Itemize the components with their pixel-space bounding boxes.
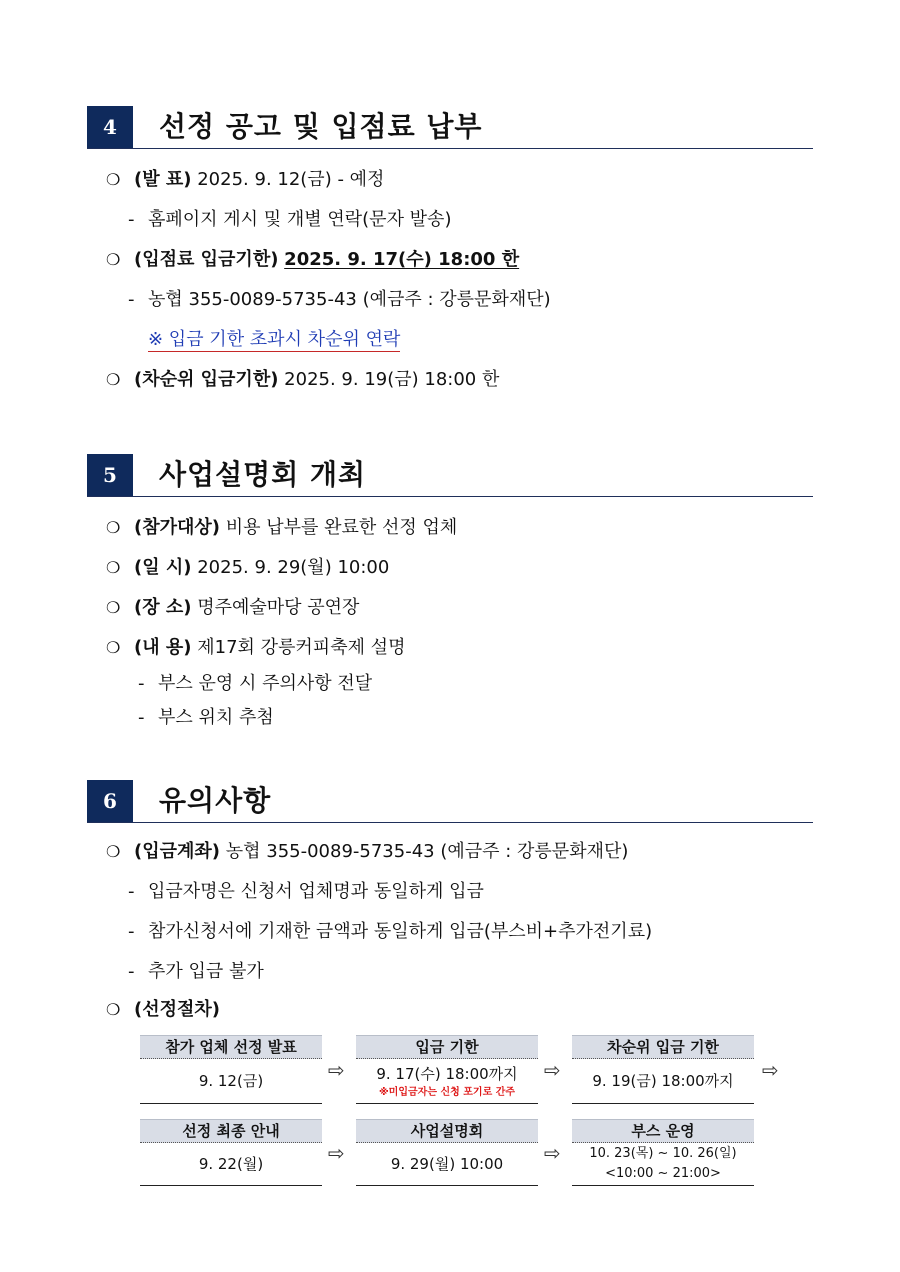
step-briefing-session: 사업설명회 9. 29(월) 10:00 (356, 1119, 538, 1186)
arrow-right-icon: ⇨ (328, 1058, 345, 1082)
sub-item: - 홈페이지 게시 및 개별 연락(문자 발송) (128, 209, 452, 230)
datetime-line: ❍ (일 시) 2025. 9. 29(월) 10:00 (106, 557, 390, 578)
bullet-icon: ❍ (106, 170, 121, 189)
payment-deadline-line: ❍ (입점료 입금기한) 2025. 9. 17(수) 18:00 한 (106, 249, 520, 270)
section-title: 유의사항 (159, 784, 272, 817)
bullet-icon: ❍ (106, 842, 121, 861)
sub-item: - 입금자명은 신청서 업체명과 동일하게 입금 (128, 881, 484, 902)
participants-line: ❍ (참가대상) 비용 납부를 완료한 선정 업체 (106, 517, 458, 538)
arrow-right-icon: ⇨ (328, 1141, 345, 1165)
sub-item: - 추가 입금 불가 (128, 961, 264, 982)
bullet-icon: ❍ (106, 370, 121, 389)
step-waitlist-deadline: 차순위 입금 기한 9. 19(금) 18:00까지 (572, 1035, 754, 1104)
bullet-icon: ❍ (106, 250, 121, 269)
step-final-notice: 선정 최종 안내 9. 22(월) (140, 1119, 322, 1186)
note-line: ※ 입금 기한 초과시 차순위 연락 (148, 329, 401, 350)
sub-item: - 부스 위치 추첨 (138, 707, 274, 728)
sub-item: - 참가신청서에 기재한 금액과 동일하게 입금(부스비+추가전기료) (128, 921, 653, 942)
section-title: 사업설명회 개최 (159, 458, 367, 491)
arrow-right-icon: ⇨ (762, 1058, 779, 1082)
section-number: 6 (87, 780, 133, 822)
section-title: 선정 공고 및 입점료 납부 (159, 110, 483, 143)
announcement-line: ❍ (발 표) 2025. 9. 12(금) - 예정 (106, 169, 385, 190)
procedure-line: ❍ (선정절차) (106, 999, 221, 1020)
arrow-right-icon: ⇨ (544, 1058, 561, 1082)
sub-item: - 부스 운영 시 주의사항 전달 (138, 673, 373, 694)
section-number: 5 (87, 454, 133, 496)
bullet-icon: ❍ (106, 558, 121, 577)
bullet-icon: ❍ (106, 1000, 121, 1019)
step-selection-announcement: 참가 업체 선정 발표 9. 12(금) (140, 1035, 322, 1104)
content-line: ❍ (내 용) 제17회 강릉커피축제 설명 (106, 637, 406, 658)
bullet-icon: ❍ (106, 638, 121, 657)
step-payment-deadline: 입금 기한 9. 17(수) 18:00까지 ※미입금자는 신청 포기로 간주 (356, 1035, 538, 1104)
bullet-icon: ❍ (106, 598, 121, 617)
section-5-header (87, 454, 813, 497)
waitlist-deadline-line: ❍ (차순위 입금기한) 2025. 9. 19(금) 18:00 한 (106, 369, 500, 390)
section-6-header (87, 780, 813, 823)
section-number: 4 (87, 106, 133, 148)
venue-line: ❍ (장 소) 명주예술마당 공연장 (106, 597, 360, 618)
arrow-right-icon: ⇨ (544, 1141, 561, 1165)
bullet-icon: ❍ (106, 518, 121, 537)
account-line: ❍ (입금계좌) 농협 355-0089-5735-43 (예금주 : 강릉문화재단) (106, 841, 629, 862)
step-booth-operation: 부스 운영 10. 23(목) ~ 10. 26(일) <10:00 ~ 21:00> (572, 1119, 754, 1186)
sub-item: - 농협 355-0089-5735-43 (예금주 : 강릉문화재단) (128, 289, 551, 310)
section-4-header (87, 106, 813, 149)
